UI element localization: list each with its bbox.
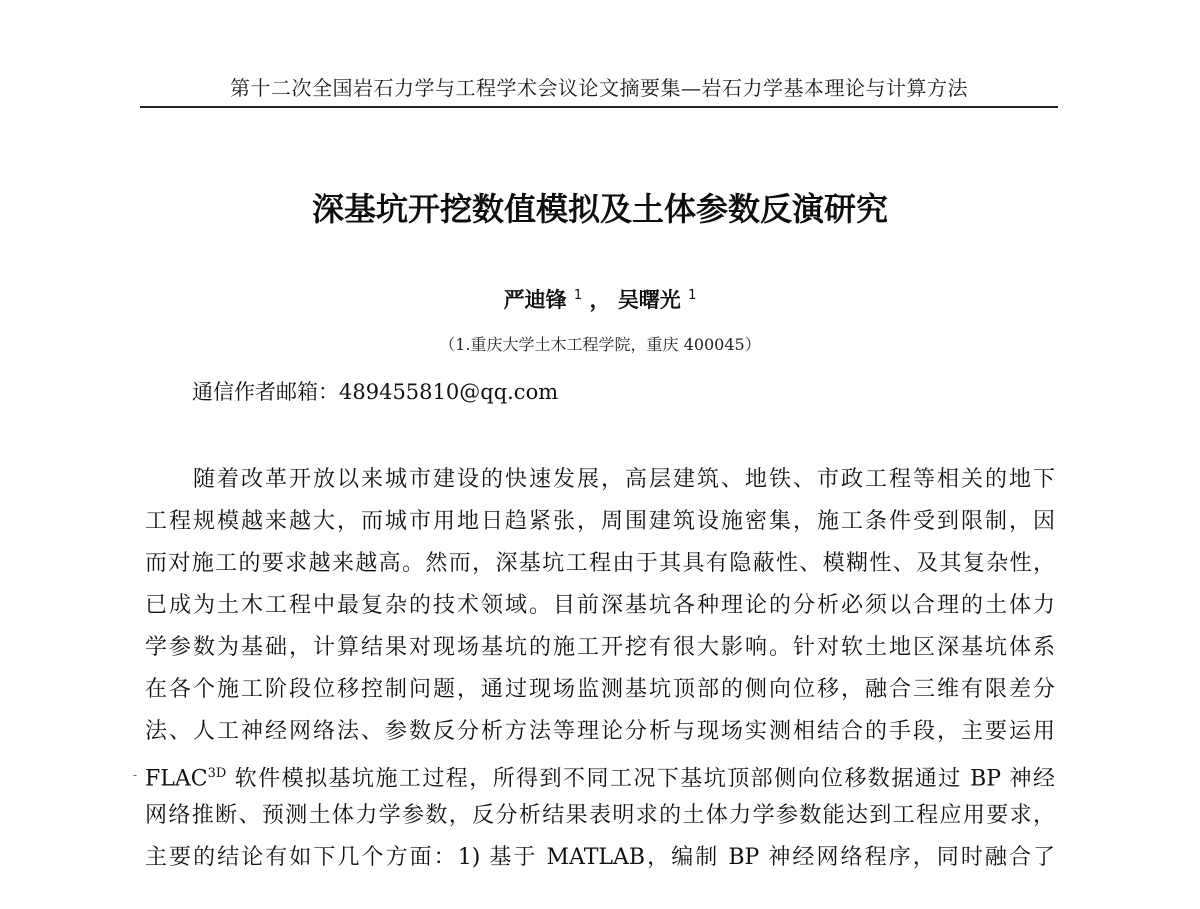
flac-prefix: FLAC (145, 766, 208, 792)
author-list (0, 284, 1200, 314)
author-name: 严迪锋 (503, 288, 567, 312)
abstract-line: 已成为土木工程中最复杂的技术领域。目前深基坑各种理论的分析必须以合理的土体力 (145, 593, 1055, 618)
abstract-line: 主要的结论有如下几个方面：1) 基于 MATLAB，编制 BP 神经网络程序，同时融合了 (145, 845, 1055, 870)
abstract-line: 在各个施工阶段位移控制问题，通过现场监测基坑顶部的侧向位移，融合三维有限差分 (145, 677, 1055, 702)
author-affil-mark: 1 (573, 288, 583, 303)
author-separator: ， (589, 288, 611, 312)
paper-title: 深基坑开挖数值模拟及土体参数反演研究 (311, 190, 888, 228)
abstract-line: 而对施工的要求越来越高。然而，深基坑工程由于其具有隐蔽性、模糊性、及其复杂性， (145, 551, 1055, 576)
header-rule (140, 106, 1058, 108)
author-affil-mark: 1 (688, 288, 697, 303)
flac-rest: 软件模拟基坑施工过程，所得到不同工况下基坑顶部侧向位移数据通过 BP 神经 (234, 766, 1055, 792)
affiliation: （1.重庆大学土木工程学院，重庆 400045） (439, 335, 761, 354)
abstract-line: 随着改革开放以来城市建设的快速发展，高层建筑、地铁、市政工程等相关的地下 (193, 467, 1055, 492)
corresponding-email (192, 376, 558, 406)
abstract-line: 学参数为基础，计算结果对现场基坑的施工开挖有很大影响。针对软土地区深基坑体系 (145, 635, 1055, 660)
running-header: 第十二次全国岩石力学与工程学术会议论文摘要集—岩石力学基本理论与计算方法 (230, 76, 968, 100)
email-label: 通信作者邮箱： (192, 380, 339, 404)
abstract-line: 法、人工神经网络法、参数反分析方法等理论分析与现场实测相结合的手段，主要运用 (145, 719, 1055, 744)
abstract-line: 工程规模越来越大，而城市用地日趋紧张，周围建筑设施密集，施工条件受到限制，因 (145, 509, 1055, 534)
author-name: 吴曙光 (617, 288, 681, 312)
flac-superscript: 3D (207, 766, 227, 781)
email-address: 489455810@qq.com (339, 380, 559, 404)
abstract-line: 网络推断、预测土体力学参数，反分析结果表明求的土体力学参数能达到工程应用要求， (145, 803, 1055, 828)
abstract-body (145, 463, 1055, 883)
abstract-line-flac (145, 757, 1055, 799)
margin-mark: - (133, 768, 138, 782)
